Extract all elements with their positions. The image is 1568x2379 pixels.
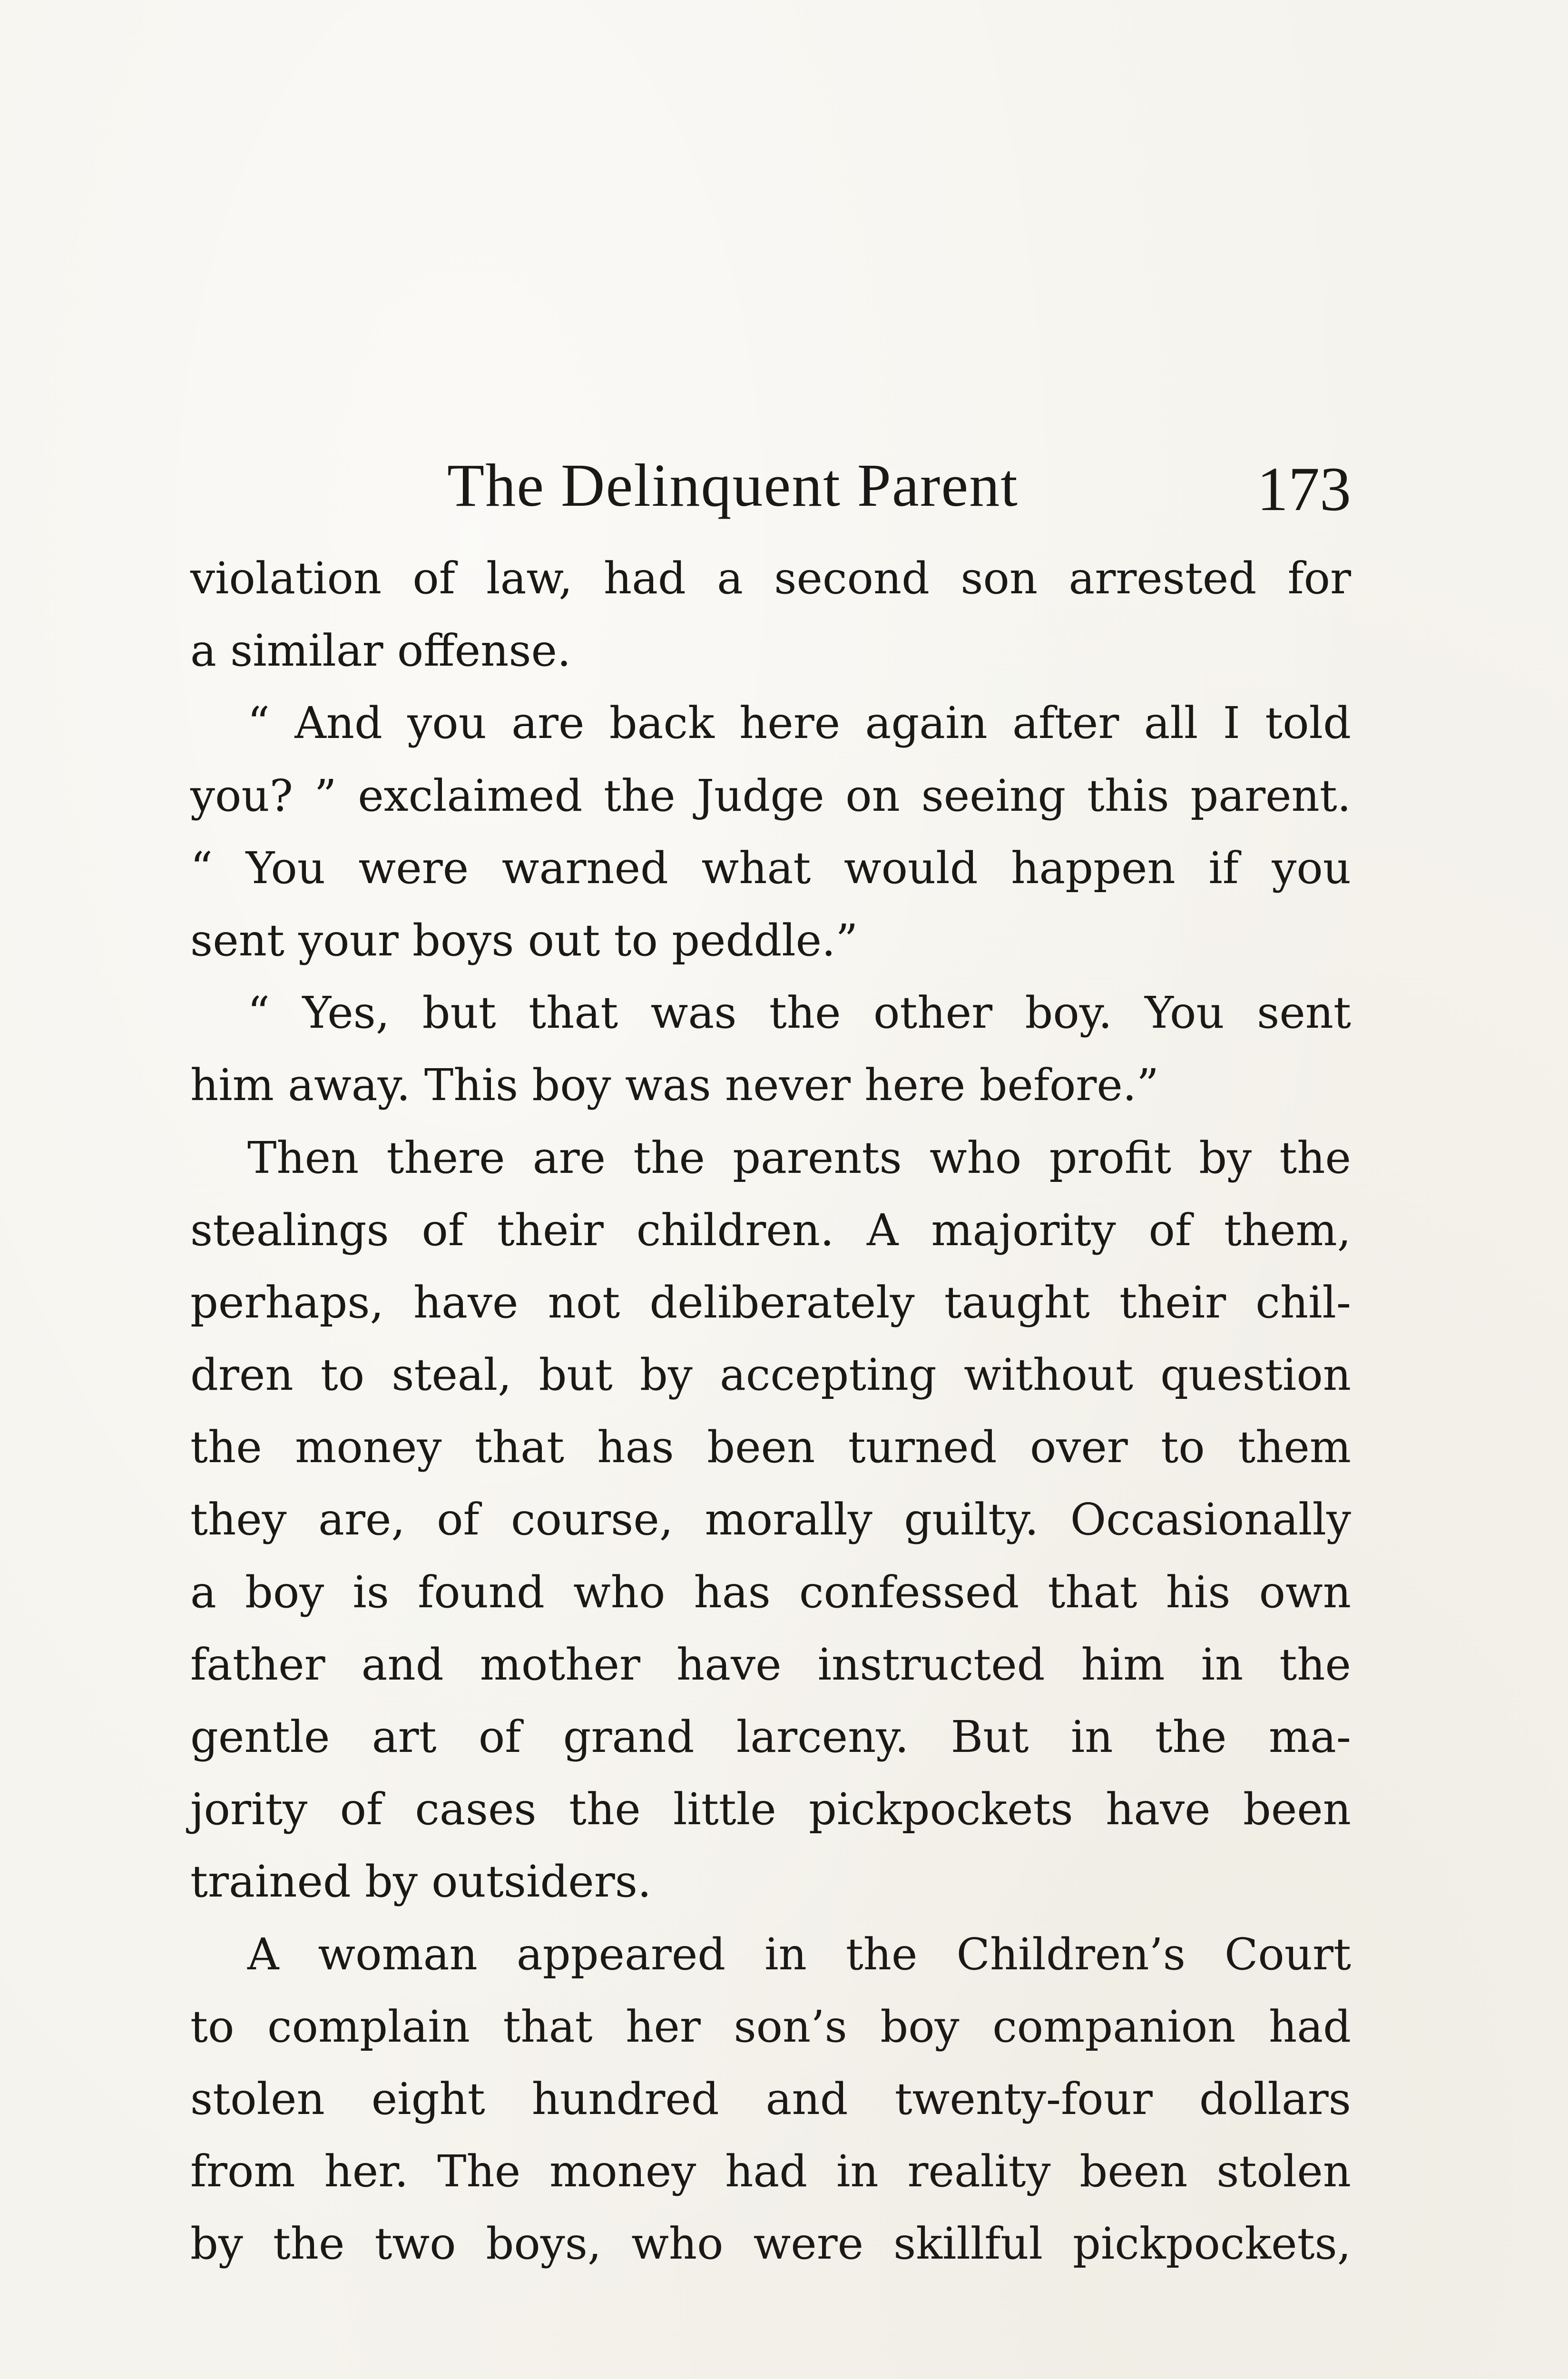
text-line: stealings of their children. A majority of them,	[190, 1204, 1351, 1256]
text-line: a boy is found who has confessed that his own	[190, 1566, 1351, 1618]
text-line: “ Yes, but that was the other boy. You sent	[247, 987, 1351, 1039]
text-line: dren to steal, but by accepting without question	[190, 1349, 1351, 1401]
text-line: stolen eight hundred and twenty-four dollars	[190, 2073, 1351, 2124]
text-line: A woman appeared in the Children’s Court	[247, 1928, 1351, 1980]
text-line: violation of law, had a second son arrested for	[190, 553, 1351, 604]
text-line: the money that has been turned over to them	[190, 1422, 1351, 1473]
text-line: perhaps, have not deliberately taught their chil-	[190, 1277, 1351, 1328]
text-line: a similar offense.	[190, 625, 571, 677]
text-line: gentle art of grand larceny. But in the ma-	[190, 1711, 1351, 1762]
text-line: “ And you are back here again after all I told	[247, 698, 1351, 749]
text-line: by the two boys, who were skillful pickpockets,	[190, 2218, 1351, 2270]
text-line: sent your boys out to peddle.”	[190, 914, 858, 966]
running-title: The Delinquent Parent	[447, 452, 1019, 519]
text-line: trained by outsiders.	[190, 1856, 652, 1907]
text-line: him away. This boy was never here before.”	[190, 1060, 1159, 1111]
text-line: father and mother have instructed him in the	[190, 1639, 1351, 1690]
text-line: you? ” exclaimed the Judge on seeing this parent.	[190, 770, 1351, 821]
text-line: jority of cases the little pickpockets have been	[190, 1784, 1351, 1835]
running-head	[190, 442, 1351, 528]
text-line: to complain that her son’s boy companion had	[190, 2001, 1351, 2052]
text-line: Then there are the parents who profit by the	[247, 1132, 1351, 1183]
text-line: “ You were warned what would happen if you	[190, 842, 1351, 894]
text-line: they are, of course, morally guilty. Occasionally	[190, 1494, 1351, 1545]
text-line: from her. The money had in reality been stolen	[190, 2146, 1351, 2197]
page-number: 173	[1257, 454, 1351, 524]
body-text	[190, 542, 1351, 2281]
